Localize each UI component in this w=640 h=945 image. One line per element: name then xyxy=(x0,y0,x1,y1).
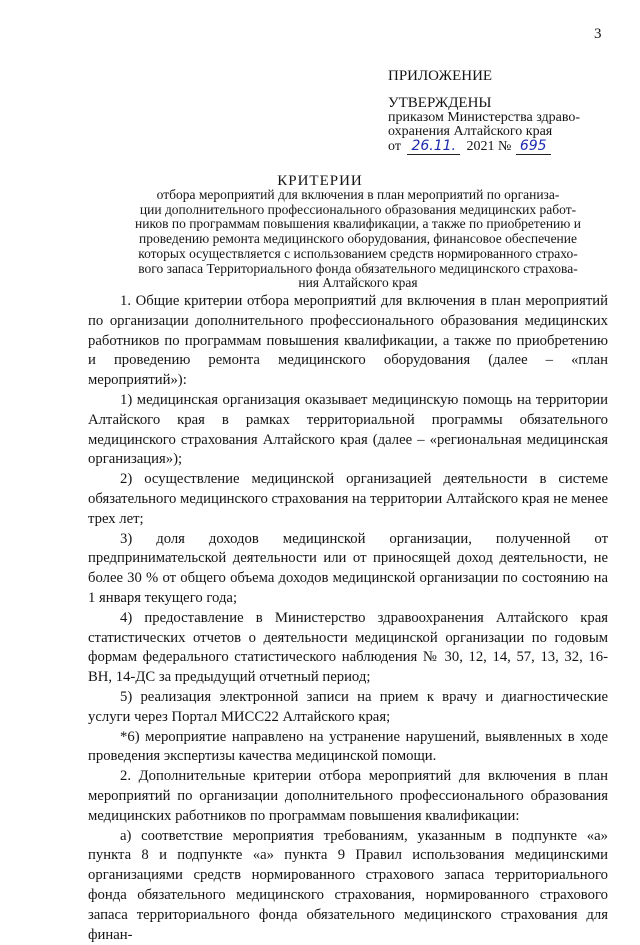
handwritten-order-number: 695 xyxy=(516,139,551,155)
order-line-1: приказом Министерства здраво- xyxy=(388,110,581,125)
criterion-item-5: 5) реализация электронной записи на прием к врачу и диагностические услуги через Портал МИСС22 Алтайского края; xyxy=(88,688,608,725)
paragraph-general-criteria: 1. Общие критерии отбора мероприятий для включения в план мероприятий по организации дополнительного профессионального образования медицинских работников по программам повышения квалификации, а также по приобретению и проведению ремонта медицинского оборудования (далее – «план мероприятий»): xyxy=(88,293,608,389)
paragraph-additional-criteria: 2. Дополнительные критерии отбора мероприятий для включения в план мероприятий по организации дополнительного профессионального образования медицинских работников по программам повышения квалификации: xyxy=(88,768,608,824)
criterion-item-a: а) соответствие мероприятия требованиям, указанным в подпункте «а» пункта 8 и подпункте «а» пункта 9 Правил использования медицинскими организациями средств нормированного страхового запаса территориального фонда обязательного медицинского страхования, нормированного страхового запаса территориального фонда обязательного медицинского страхования для финан- xyxy=(88,827,608,943)
document-subtitle xyxy=(108,188,608,291)
subtitle-line: ции дополнительного профессионального образования медицинских работ- xyxy=(139,201,577,217)
subtitle-line: проведению ремонта медицинского оборудования, финансовое обеспечение xyxy=(139,231,577,247)
page-number: 3 xyxy=(594,26,602,42)
criterion-item-2: 2) осуществление медицинской организацией деятельности в системе обязательного медицинского страхования на территории Алтайского края не менее трех лет; xyxy=(88,471,608,527)
approval-header xyxy=(388,68,628,155)
document-body xyxy=(88,292,608,945)
subtitle-line: отбора мероприятий для включения в план мероприятий по организа- xyxy=(156,187,560,202)
order-date-row xyxy=(388,139,628,155)
subtitle-line: вого запаса Территориального фонда обязательного медицинского страхова- xyxy=(138,260,578,276)
criterion-item-6: *6) мероприятие направлено на устранение нарушений, выявленных в ходе проведения экспертизы качества медицинской помощи. xyxy=(88,728,608,765)
subtitle-line: ников по программам повышения квалификации, а также по приобретению и xyxy=(135,216,581,232)
document-title: КРИТЕРИИ xyxy=(277,173,363,189)
appendix-label: ПРИЛОЖЕНИЕ xyxy=(388,68,493,84)
order-line-2: охранения Алтайского края xyxy=(388,124,553,139)
criterion-item-3: 3) доля доходов медицинской организации, полученной от предпринимательской деятельности или от приносящей доход деятельности, не более 30 % от общего объема доходов медицинской организации по состоянию на 1 января текущего года; xyxy=(88,530,608,606)
subtitle-line: которых осуществляется с использованием средств нормированного страхо- xyxy=(138,245,578,261)
subtitle-line: ния Алтайского края xyxy=(298,275,418,291)
criterion-item-4: 4) предоставление в Министерство здравоохранения Алтайского края статистических отчетов о деятельности медицинской организации по годовым формам федерального статистического наблюдения № 30, 12, 14, 57, 13, 32, 16-ВН, 14-ДС за предыдущий отчетный период; xyxy=(88,609,608,686)
handwritten-order-date: 26.11. xyxy=(407,139,460,155)
approved-label: УТВЕРЖДЕНЫ xyxy=(388,95,492,111)
order-prefix: от xyxy=(388,139,401,154)
order-year: 2021 № xyxy=(466,139,512,154)
criterion-item-1: 1) медицинская организация оказывает медицинскую помощь на территории Алтайского края в рамках территориальной программы обязательного медицинского страхования Алтайского края (далее – «региональная медицинская организация»); xyxy=(88,391,608,468)
